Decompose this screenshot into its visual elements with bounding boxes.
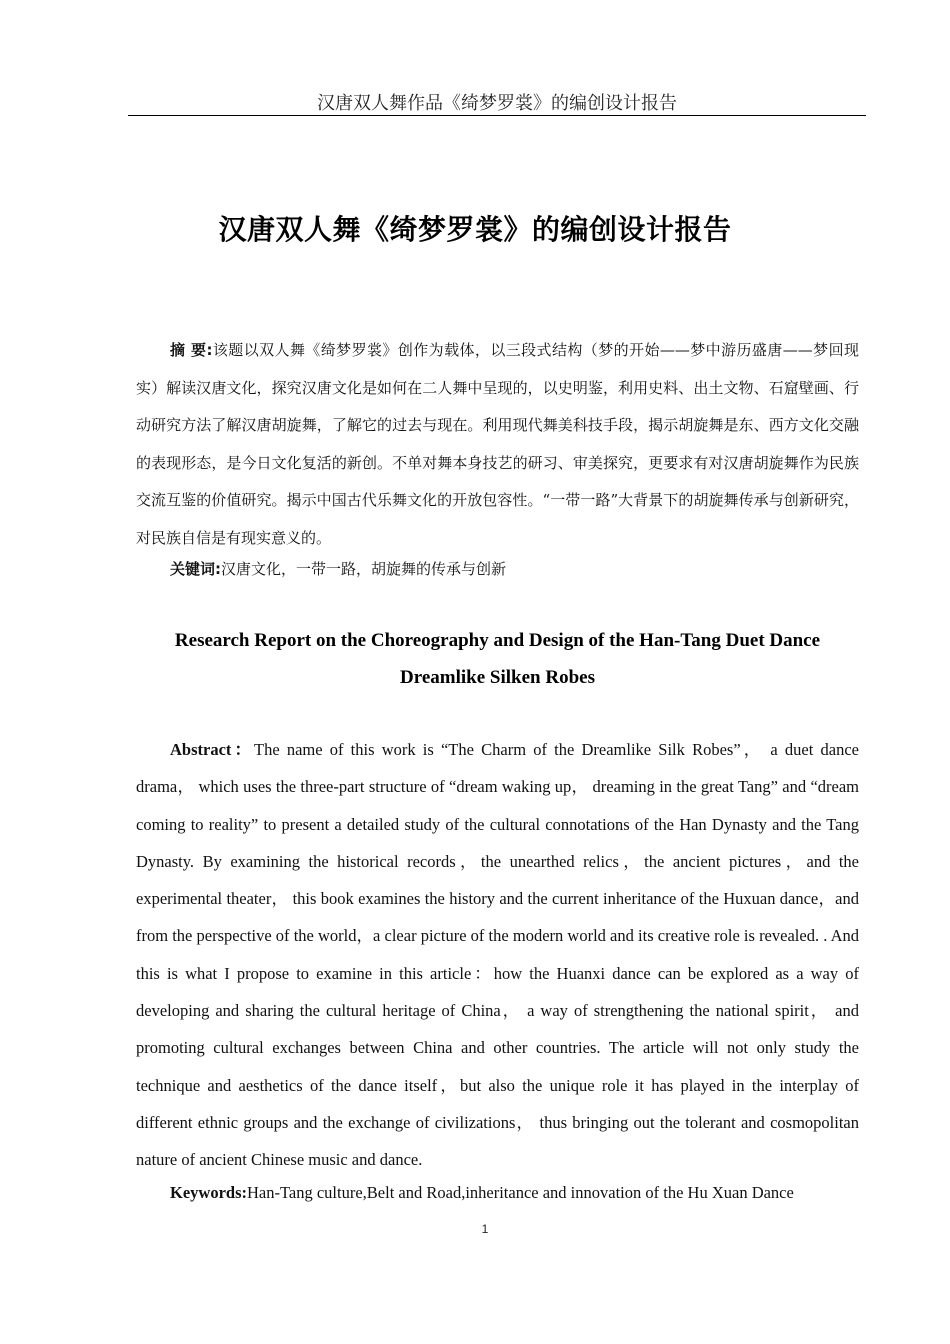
english-keywords-label: Keywords:: [170, 1183, 247, 1202]
english-abstract-text: The name of this work is “The Charm of the Dreamlike Silk Robes”， a duet dance drama， which uses the three-part structure of “dream waking up， dreaming in the great Tang” and “dream coming to reality” to present a detailed study of the cultural connotations of the Han Dynasty and the Tang Dynasty. By examining the historical records，the unearthed relics，the ancient pictures，and the experimental theater， this book examines the history and the current inheritance of the Huxuan dance，and from the perspective of the world，a clear picture of the modern world and its creative role is revealed. . And this is what I propose to examine in this article：how the Huanxi dance can be explored as a way of developing and sharing the cultural heritage of China， a way of strengthening the national spirit， and promoting cultural exchanges between China and other countries. The article will not only study the technique and aesthetics of the dance itself，but also the unique role it has played in the interplay of different ethnic groups and the exchange of civilizations， thus bringing out the tolerant and cosmopolitan nature of ancient Chinese music and dance.: [136, 740, 859, 1170]
chinese-keywords-text: 汉唐文化，一带一路，胡旋舞的传承与创新: [221, 560, 507, 578]
english-keywords-text: Han-Tang culture,Belt and Road,inheritance and innovation of the Hu Xuan Dance: [247, 1183, 794, 1202]
chinese-title: 汉唐双人舞《绮梦罗裳》的编创设计报告: [218, 213, 732, 246]
chinese-keywords-label: 关键词:: [170, 560, 221, 578]
chinese-keywords: [136, 553, 859, 585]
english-keywords: [136, 1176, 859, 1210]
english-title-line2: Dreamlike Silken Robes: [400, 667, 595, 688]
chinese-abstract-text: 该题以双人舞《绮梦罗裳》创作为载体，以三段式结构（梦的开始——梦中游历盛唐——梦回现实）解读汉唐文化，探究汉唐文化是如何在二人舞中呈现的，以史明鉴，利用史料、出土文物、石窟壁画、行动研究方法了解汉唐胡旋舞，了解它的过去与现在。利用现代舞美科技手段，揭示胡旋舞是东、西方文化交融的表现形态，是今日文化复活的新创。不单对舞本身技艺的研习、审美探究，更要求有对汉唐胡旋舞作为民族交流互鉴的价值研究。揭示中国古代乐舞文化的开放包容性。“一带一路”大背景下的胡旋舞传承与创新研究，对民族自信是有现实意义的。: [136, 341, 859, 547]
running-header-title: 汉唐双人舞作品《绮梦罗裳》的编创设计报告: [317, 93, 677, 114]
english-title-line1: Research Report on the Choreography and Design of the Han-Tang Duet Dance: [174, 630, 821, 651]
english-abstract: [136, 731, 859, 1179]
chinese-abstract: [136, 332, 859, 557]
english-abstract-label: Abstract：: [170, 740, 255, 759]
page-number: 1: [481, 1222, 489, 1236]
header-rule: [128, 115, 866, 116]
english-title: [136, 622, 859, 696]
chinese-abstract-label: 摘 要:: [170, 341, 213, 359]
